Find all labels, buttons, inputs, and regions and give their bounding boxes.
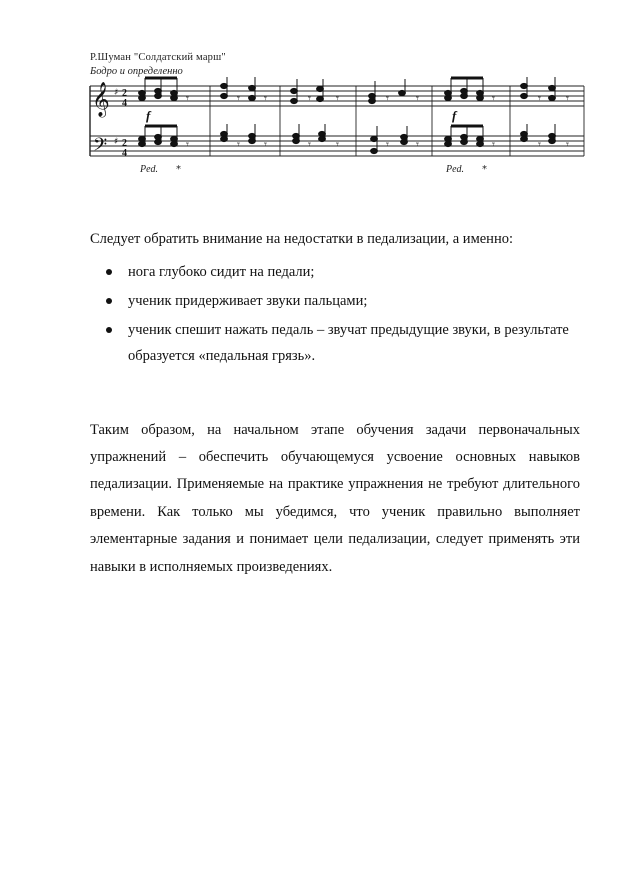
svg-text:♯: ♯	[114, 88, 119, 98]
svg-text:𝄢: 𝄢	[93, 135, 108, 160]
svg-text:𝄾: 𝄾	[386, 92, 389, 105]
svg-text:𝄾: 𝄾	[416, 138, 419, 151]
pedal-mark-1: Ped.	[140, 164, 159, 175]
svg-text:𝄾: 𝄾	[416, 92, 419, 105]
svg-text:𝄾: 𝄾	[264, 92, 267, 105]
svg-text:2: 2	[122, 88, 127, 99]
conclusion-paragraph: Таким образом, на начальном этапе обучения задачи первоначальных упражнений – обеспечить обучающемуся усвоение основных навыков педализации. Применяемые на практике упражнения не требуют длительного времени. Как только мы убедимся, что ученик правильно выполняет элементарные задания и понимает цели педализации, следует применять эти навыки в исполняемых произведениях.	[90, 421, 580, 575]
svg-text:𝄾: 𝄾	[566, 92, 569, 105]
svg-text:𝄾: 𝄾	[538, 92, 541, 105]
svg-text:𝄾: 𝄾	[336, 92, 339, 105]
list-item	[106, 317, 580, 369]
svg-text:4: 4	[122, 98, 127, 109]
list-item	[106, 288, 580, 314]
list-item-text: нога глубоко сидит на педали;	[128, 264, 315, 280]
music-score-figure	[84, 52, 590, 180]
svg-text:𝄾: 𝄾	[237, 138, 240, 151]
svg-text:2: 2	[122, 138, 127, 149]
svg-text:𝄾: 𝄾	[492, 138, 495, 151]
svg-text:𝄾: 𝄾	[336, 138, 339, 151]
bullet-icon	[106, 269, 112, 275]
pedal-release-2: *	[482, 164, 487, 175]
svg-text:𝄾: 𝄾	[492, 92, 495, 105]
bullet-icon	[106, 327, 112, 333]
svg-text:𝄞: 𝄞	[92, 82, 110, 117]
list-item-text: ученик придерживает звуки пальцами;	[128, 293, 368, 309]
svg-text:𝄾: 𝄾	[237, 92, 240, 105]
sheet-music-image	[84, 76, 590, 180]
svg-text:𝄾: 𝄾	[538, 138, 541, 151]
svg-text:𝄾: 𝄾	[308, 138, 311, 151]
svg-text:𝄾: 𝄾	[186, 92, 189, 105]
svg-text:𝄾: 𝄾	[308, 92, 311, 105]
svg-text:4: 4	[122, 148, 127, 159]
score-tempo-marking: Бодро и определенно	[90, 66, 183, 77]
list-item	[106, 259, 580, 285]
pedal-mark-2: Ped.	[446, 164, 465, 175]
score-title: Р.Шуман "Солдатский марш"	[90, 52, 226, 63]
svg-text:♯: ♯	[114, 137, 119, 147]
pedaling-mistakes-list	[106, 259, 580, 372]
bullet-icon	[106, 298, 112, 304]
svg-text:𝄾: 𝄾	[186, 138, 189, 151]
svg-text:𝄾: 𝄾	[386, 138, 389, 151]
svg-text:𝄾: 𝄾	[566, 138, 569, 151]
pedal-release-1: *	[176, 164, 181, 175]
intro-paragraph: Следует обратить внимание на недостатки в педализации, а именно:	[90, 231, 513, 247]
list-item-text: ученик спешит нажать педаль – звучат предыдущие звуки, в результате образуется «педальная грязь».	[128, 322, 569, 364]
dynamic-forte-1: f	[146, 108, 151, 123]
svg-text:𝄾: 𝄾	[264, 138, 267, 151]
dynamic-forte-2: f	[452, 108, 457, 123]
